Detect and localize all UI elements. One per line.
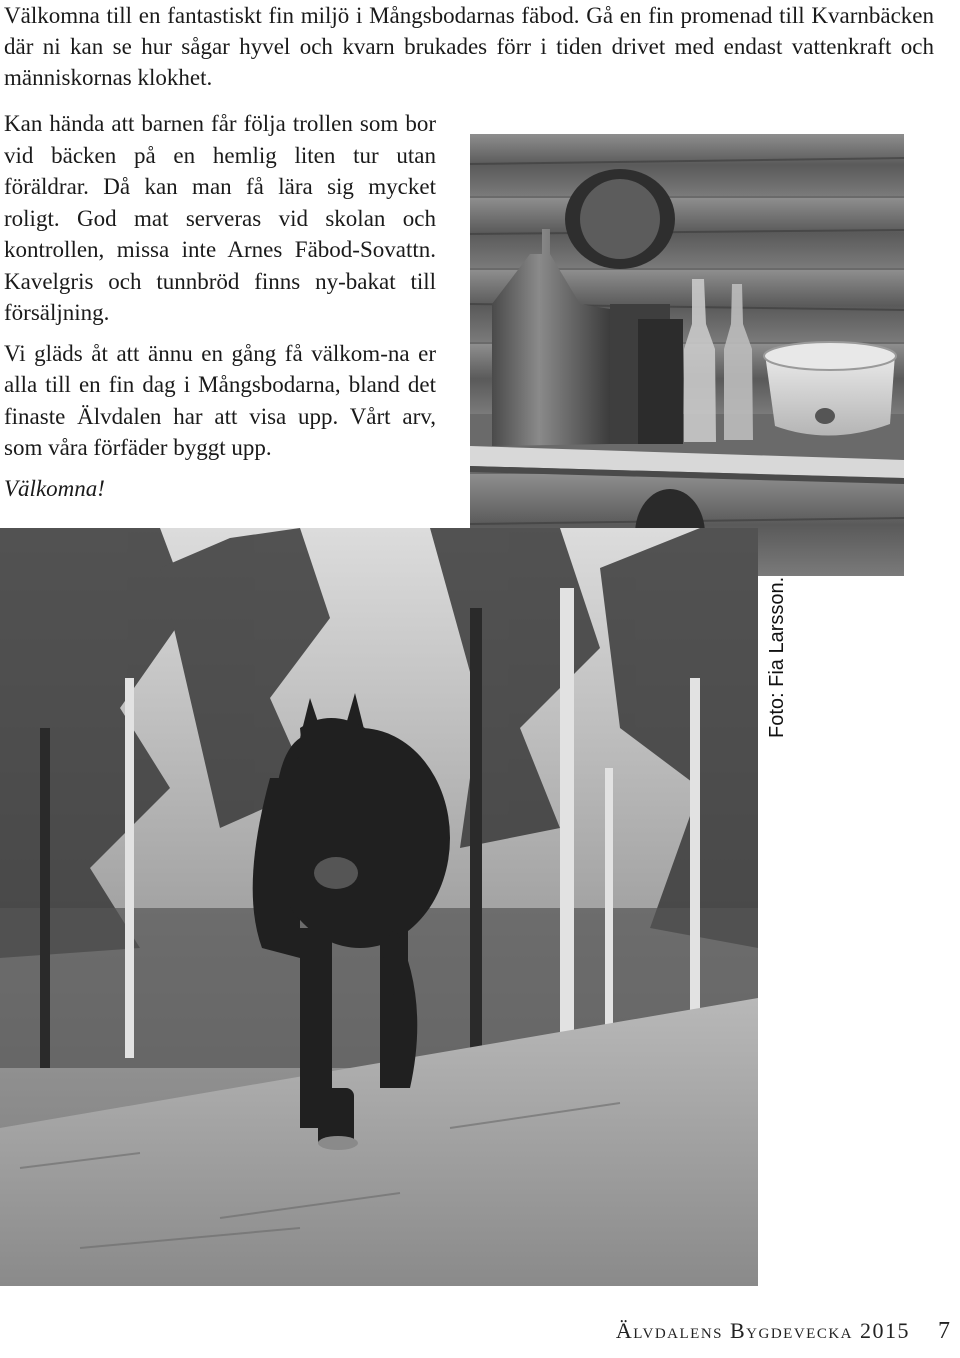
photo-shelf-cans-image (470, 134, 904, 576)
intro-paragraph: Välkomna till en fantastiskt fin miljö i Mångsbodarnas fäbod. Gå en fin promenad till Kvarnbäcken där ni kan se hur sågar hyvel och kvarn brukades förr i tiden drivet med endast vattenkraft och människornas klokhet. (4, 3, 934, 90)
page-footer (616, 1318, 950, 1358)
photo-horse-image (0, 528, 758, 1286)
sign-off: Välkomna! (4, 475, 105, 501)
text-column (4, 108, 436, 513)
photo-credit: Foto: Fia Larsson. (766, 576, 788, 738)
paragraph-welcome: Vi gläds åt att ännu en gång få välkom-na er alla till en fin dag i Mångsbodarna, bland det finaste Älvdalen har att visa upp. Vårt arv, som våra förfäder byggt upp. (4, 340, 436, 460)
photo-shelf-cans (470, 134, 904, 576)
publication-title: Älvdalens Bygdevecka 2015 (615, 1318, 910, 1343)
paragraph-trolls: Kan hända att barnen får följa trollen som bor vid bäcken på en hemlig liten tur utan föräldrar. Då kan man få lära sig mycket roligt. God mat serveras vid skolan och kontrollen, missa inte Arnes Fäbod-Sovattn. Kavelgris och tunnbröd finns ny-bakat till försäljning. (4, 111, 436, 325)
photo-horse (0, 528, 758, 1286)
page-number: 7 (938, 1318, 950, 1344)
